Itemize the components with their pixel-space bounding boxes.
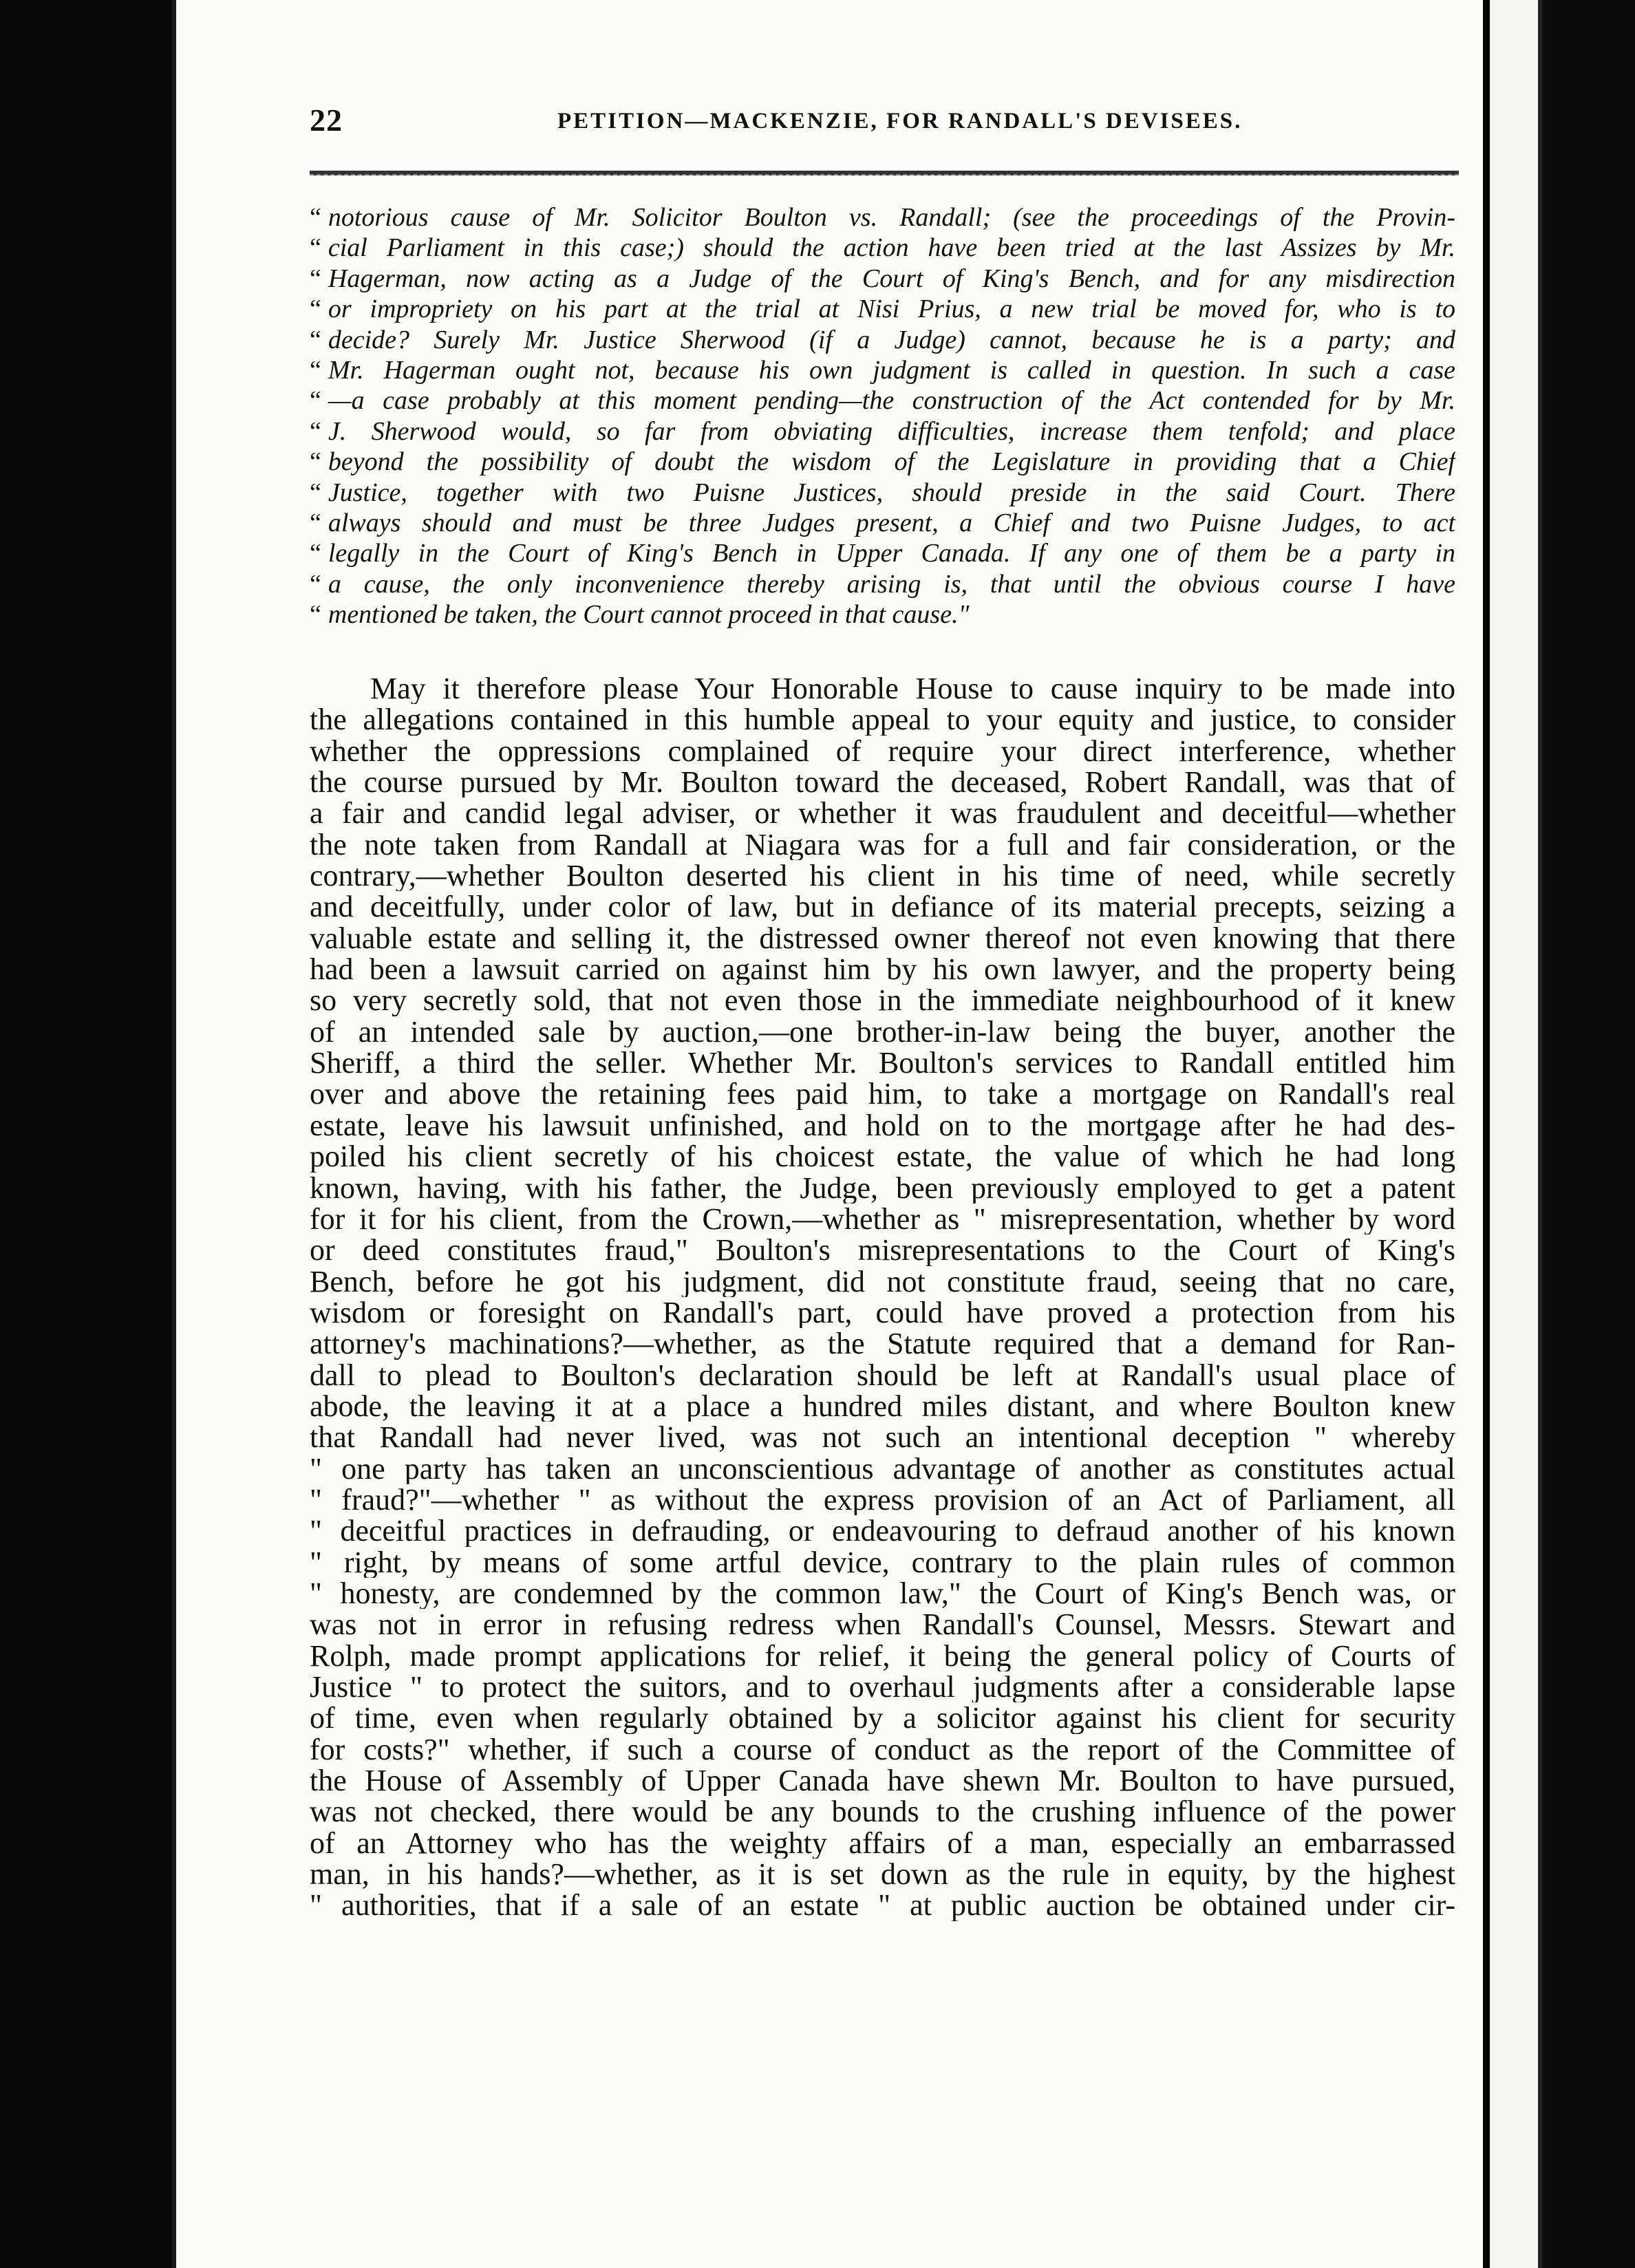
quote-mark: “ <box>310 539 321 568</box>
body-paragraph <box>310 673 1455 1921</box>
body-line: was not in error in refusing redress when Randall's Counsel, Messrs. Stewart and <box>310 1609 1455 1640</box>
quote-line <box>310 233 1455 263</box>
body-line: the allegations contained in this humble appeal to your equity and justice, to consider <box>310 704 1455 736</box>
body-line: " fraud?"—whether " as without the express provision of an Act of Parliament, all <box>310 1484 1455 1516</box>
body-line: contrary,—whether Boulton deserted his client in his time of need, while secretly <box>310 860 1455 892</box>
quote-mark: “ <box>310 356 321 385</box>
body-line: Sheriff, a third the seller. Whether Mr. Boulton's services to Randall entitled him <box>310 1047 1455 1079</box>
page-header <box>310 102 1438 150</box>
quote-line <box>310 416 1455 447</box>
body-line: abode, the leaving it at a place a hundred miles distant, and where Boulton knew <box>310 1390 1455 1422</box>
quote-line <box>310 385 1455 416</box>
quote-line <box>310 508 1455 538</box>
body-line: for costs?" whether, if such a course of conduct as the report of the Committee of <box>310 1733 1455 1766</box>
quote-line-text: always should and must be three Judges present, a Chief and two Puisne Judges, to act <box>328 509 1455 538</box>
quoted-passage <box>310 202 1455 630</box>
body-line: valuable estate and selling it, the distressed owner thereof not even knowing that there <box>310 922 1455 954</box>
body-line: attorney's machinations?—whether, as the Statute required that a demand for Ran- <box>310 1328 1455 1360</box>
quote-mark: “ <box>310 569 321 599</box>
quote-line-text: —a case probably at this moment pending—the construction of the Act contended for by Mr. <box>328 386 1455 416</box>
quote-line-text: beyond the possibility of doubt the wisdom of the Legislature in providing that a Chief <box>328 447 1455 477</box>
quote-line <box>310 569 1455 599</box>
quote-line-text: decide? Surely Mr. Justice Sherwood (if a Judge) cannot, because he is a party; and <box>328 325 1455 354</box>
body-line: dall to plead to Boulton's declaration should be left at Randall's usual place of <box>310 1359 1455 1391</box>
body-line: of an intended sale by auction,—one brother-in-law being the buyer, another the <box>310 1016 1455 1048</box>
body-line: of an Attorney who has the weighty affairs of a man, especially an embarrassed <box>310 1827 1455 1859</box>
quote-line <box>310 264 1455 294</box>
quote-line-text: a cause, the only inconvenience thereby arising is, that until the obvious course I have <box>328 569 1455 599</box>
body-line: man, in his hands?—whether, as it is set down as the rule in equity, by the highest <box>310 1859 1455 1890</box>
quote-line <box>310 325 1455 355</box>
quote-line-text: Hagerman, now acting as a Judge of the Court of King's Bench, and for any misdirection <box>328 264 1455 293</box>
quote-line-text: cial Parliament in this case;) should the action have been tried at the last Assizes by Mr. <box>328 233 1455 263</box>
quote-mark: “ <box>310 203 321 232</box>
quote-line <box>310 538 1455 568</box>
quote-mark: “ <box>310 416 321 446</box>
body-line: " one party has taken an unconscientious advantage of another as constitutes actual <box>310 1453 1455 1484</box>
quote-mark: “ <box>310 600 321 630</box>
body-line: May it therefore please Your Honorable House to cause inquiry to be made into <box>370 673 1455 705</box>
body-line: the House of Assembly of Upper Canada have shewn Mr. Boulton to have pursued, <box>310 1765 1455 1797</box>
quote-line <box>310 294 1455 324</box>
body-line: " authorities, that if a sale of an estate " at public auction be obtained under cir- <box>310 1890 1455 1921</box>
quote-line-text: mentioned be taken, the Court cannot proceed in that cause." <box>328 600 970 630</box>
quote-mark: “ <box>310 447 321 477</box>
body-line: Justice " to protect the suitors, and to overhaul judgments after a considerable lapse <box>310 1671 1455 1703</box>
body-line: known, having, with his father, the Judge, been previously employed to get a patent <box>310 1172 1455 1203</box>
quote-line <box>310 202 1455 233</box>
quote-line-text: legally in the Court of King's Bench in Upper Canada. If any one of them be a party in <box>328 539 1455 568</box>
quote-line-text: notorious cause of Mr. Solicitor Boulton vs. Randall; (see the proceedings of the Provin- <box>328 203 1455 232</box>
body-line: estate, leave his lawsuit unfinished, and hold on to the mortgage after he had des- <box>310 1109 1455 1142</box>
body-line: was not checked, there would be any bounds to the crushing influence of the power <box>310 1796 1455 1828</box>
body-line: so very secretly sold, that not even those in the immediate neighbourhood of it knew <box>310 985 1455 1016</box>
body-line: and deceitfully, under color of law, but in defiance of its material precepts, seizing a <box>310 891 1455 923</box>
body-line: for it for his client, from the Crown,—whether as " misrepresentation, whether by word <box>310 1203 1455 1235</box>
body-line: " honesty, are condemned by the common law," the Court of King's Bench was, or <box>310 1577 1455 1609</box>
body-line: a fair and candid legal adviser, or whether it was fraudulent and deceitful—whether <box>310 798 1455 829</box>
running-head: PETITION—MACKENZIE, FOR RANDALL'S DEVISEES. <box>557 109 1243 133</box>
quote-line <box>310 447 1455 477</box>
body-line: over and above the retaining fees paid him, to take a mortgage on Randall's real <box>310 1078 1455 1110</box>
quote-mark: “ <box>310 478 321 507</box>
body-line: the note taken from Randall at Niagara was for a full and fair consideration, or the <box>310 828 1455 861</box>
quote-line-text: J. Sherwood would, so far from obviating difficulties, increase them tenfold; and place <box>328 416 1455 446</box>
body-line: had been a lawsuit carried on against him by his own lawyer, and the property being <box>310 954 1455 985</box>
body-line: or deed constitutes fraud," Boulton's misrepresentations to the Court of King's <box>310 1234 1455 1266</box>
quote-line <box>310 599 1455 630</box>
quote-line <box>310 355 1455 385</box>
body-line: " right, by means of some artful device, contrary to the plain rules of common <box>310 1546 1455 1578</box>
body-line: the course pursued by Mr. Boulton toward the deceased, Robert Randall, was that of <box>310 767 1455 798</box>
quote-line-text: Justice, together with two Puisne Justices, should preside in the said Court. There <box>328 478 1455 507</box>
quote-mark: “ <box>310 233 321 263</box>
quote-line-text: or impropriety on his part at the trial at Nisi Prius, a new trial be moved for, who is to <box>328 295 1455 324</box>
book-page-edge <box>1483 0 1542 2268</box>
body-line: wisdom or foresight on Randall's part, could have proved a protection from his <box>310 1296 1455 1329</box>
quote-mark: “ <box>310 509 321 538</box>
quote-line-text: Mr. Hagerman ought not, because his own judgment is called in question. In such a case <box>328 356 1455 385</box>
body-line: that Randall had never lived, was not such an intentional deception " whereby <box>310 1422 1455 1453</box>
body-line: of time, even when regularly obtained by a solicitor against his client for security <box>310 1702 1455 1734</box>
scan-background-left <box>0 0 172 2268</box>
page-number: 22 <box>310 103 343 138</box>
body-line: " deceitful practices in defrauding, or endeavouring to defraud another of his known <box>310 1515 1455 1547</box>
body-line: Bench, before he got his judgment, did not constitute fraud, seeing that no care, <box>310 1265 1455 1297</box>
quote-mark: “ <box>310 325 321 354</box>
body-line: poiled his client secretly of his choicest estate, the value of which he had long <box>310 1141 1455 1173</box>
quote-mark: “ <box>310 386 321 416</box>
body-line: Rolph, made prompt applications for relief, it being the general policy of Courts of <box>310 1640 1455 1671</box>
quote-line <box>310 478 1455 508</box>
header-rule <box>310 171 1459 175</box>
quote-mark: “ <box>310 295 321 324</box>
quote-mark: “ <box>310 264 321 293</box>
body-line: whether the oppressions complained of require your direct interference, whether <box>310 735 1455 767</box>
